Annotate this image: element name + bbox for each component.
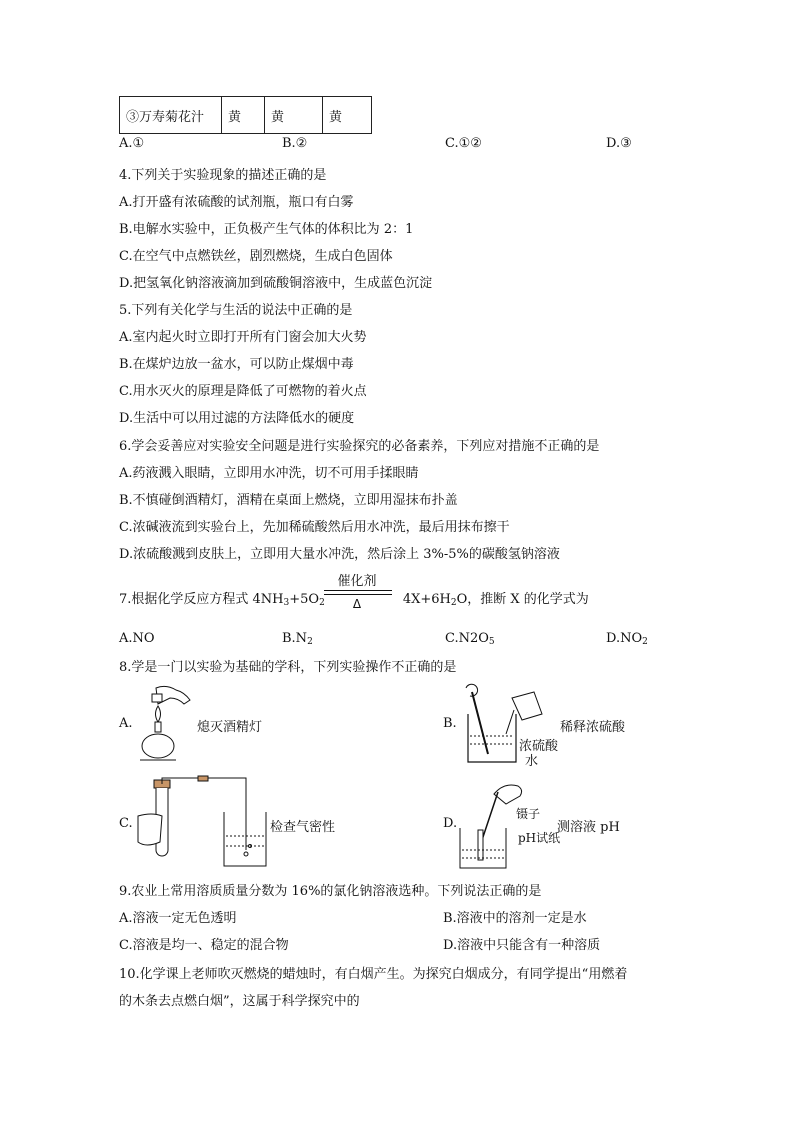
airtightness-figure [134, 776, 264, 870]
q5-option-a: A.室内起火时立即打开所有门窗会加大火势 [119, 330, 367, 345]
tweezers-icon [482, 792, 498, 840]
q4-option-d: D.把氢氧化钠溶液滴加到硫酸铜溶液中，生成蓝色沉淀 [119, 276, 433, 291]
delivery-tube-icon [208, 778, 246, 850]
q10-line2: 的木条去点燃白烟”，这属于科学探究中的 [119, 994, 360, 1009]
flame-icon [156, 706, 161, 722]
q5-stem: 5.下列有关化学与生活的说法中正确的是 [119, 303, 353, 318]
beaker-icon [468, 714, 516, 762]
ph-test-figure [454, 776, 534, 870]
ph-paper-icon [478, 830, 483, 860]
q9-option-b: B.溶液中的溶剂一定是水 [443, 911, 587, 926]
q8-option-c-letter: C. [119, 816, 133, 831]
q5-option-c: C.用水灭火的原理是降低了可燃物的着火点 [119, 384, 367, 399]
acid-label: 浓硫酸 [519, 739, 559, 754]
q10-line1: 10.化学课上老师吹灭燃烧的蜡烛时，有白烟产生。为探究白烟成分，有同学提出“用燃着 [119, 967, 628, 982]
alcohol-lamp-figure [132, 684, 192, 766]
q7-option-c: $C.N2O_5$ [445, 631, 495, 647]
q6-stem: 6.学会妥善应对实验安全问题是进行实验探究的必备素养，下列应对措施不正确的是 [119, 439, 600, 454]
q8-option-c-label: 检查气密性 [270, 820, 336, 835]
q4-stem: 4.下列关于实验现象的描述正确的是 [119, 168, 327, 183]
q5-option-d: D.生活中可以用过滤的方法降低水的硬度 [119, 411, 355, 426]
q8-option-b-letter: B. [443, 716, 457, 731]
glass-rod-icon [472, 692, 488, 754]
q9-option-a: A.溶液一定无色透明 [119, 911, 237, 926]
q6-option-c: C.浓碱液流到实验台上，先加稀硫酸然后用水冲洗，最后用抹布擦干 [119, 520, 510, 535]
q9-option-d: D.溶液中只能含有一种溶质 [443, 938, 601, 953]
table-cell: 黄 [323, 97, 372, 134]
q5-option-b: B.在煤炉边放一盆水，可以防止煤烟中毒 [119, 357, 354, 372]
q8-option-b-label: 稀释浓硫酸 [560, 720, 626, 735]
table-cell: ③万寿菊花汁 [120, 97, 222, 134]
table-cell: 黄 [222, 97, 265, 134]
q8-option-a-letter: A. [119, 716, 133, 731]
hand-icon [494, 785, 522, 804]
table-cell: 黄 [265, 97, 323, 134]
heat-symbol: Δ [352, 597, 362, 611]
q6-option-b: B.不慎碰倒酒精灯，酒精在桌面上燃烧，立即用湿抹布扑盖 [119, 493, 458, 508]
q7-option-b: $B.N_2$ [282, 631, 313, 647]
water-label: 水 [525, 754, 539, 769]
tweezers-label: 镊子 [516, 807, 541, 821]
catalyst-label: 催化剂 [337, 574, 377, 589]
ph-paper-label: pH试纸 [518, 831, 561, 845]
q4-option-b: B.电解水实验中，正负极产生气体的体积比为 2：1 [119, 222, 414, 237]
lamp-body-icon [142, 734, 174, 758]
q9-option-c: C.溶液是均一、稳定的混合物 [119, 938, 289, 953]
indicator-table [119, 96, 372, 134]
q8-option-a-label: 熄灭酒精灯 [197, 720, 263, 735]
q7-stem: 7.根据化学反应方程式 $4NH_3+5O_2$ $4X+6H_2O$，推断 X 的化学式为 [119, 592, 589, 608]
lamp-cap-icon [152, 694, 162, 702]
table-row [120, 97, 372, 134]
q3-option-b: B.② [282, 136, 308, 151]
q7-option-a: A.NO [119, 631, 155, 646]
q3-option-c: C.①② [445, 136, 482, 151]
bubble-icon [244, 852, 248, 856]
q6-option-d: D.浓硫酸溅到皮肤上，立即用大量水冲洗，然后涂上 3%-5%的碳酸氢钠溶液 [119, 547, 560, 562]
reaction-arrow-line [324, 590, 392, 591]
q3-option-d: D.③ [606, 136, 632, 151]
q3-option-a: A.① [119, 136, 145, 151]
q4-option-c: C.在空气中点燃铁丝，剧烈燃烧，生成白色固体 [119, 249, 393, 264]
q9-stem: 9.农业上常用溶质质量分数为 16%的氯化钠溶液选种。下列说法正确的是 [119, 884, 542, 899]
q8-option-d-letter: D. [443, 816, 458, 831]
reaction-arrow-line [324, 594, 392, 595]
q8-option-d-label: 测溶液 pH [557, 820, 620, 835]
hand-icon [138, 814, 162, 845]
q7-option-d: $D.NO_2$ [606, 631, 648, 647]
beaker-icon [224, 812, 266, 866]
q6-option-a: A.药液溅入眼睛，立即用水冲洗，切不可用手揉眼睛 [119, 466, 419, 481]
q8-stem: 8.学是一门以实验为基础的学科，下列实验操作不正确的是 [119, 660, 457, 675]
q4-option-a: A.打开盛有浓硫酸的试剂瓶，瓶口有白雾 [119, 195, 354, 210]
